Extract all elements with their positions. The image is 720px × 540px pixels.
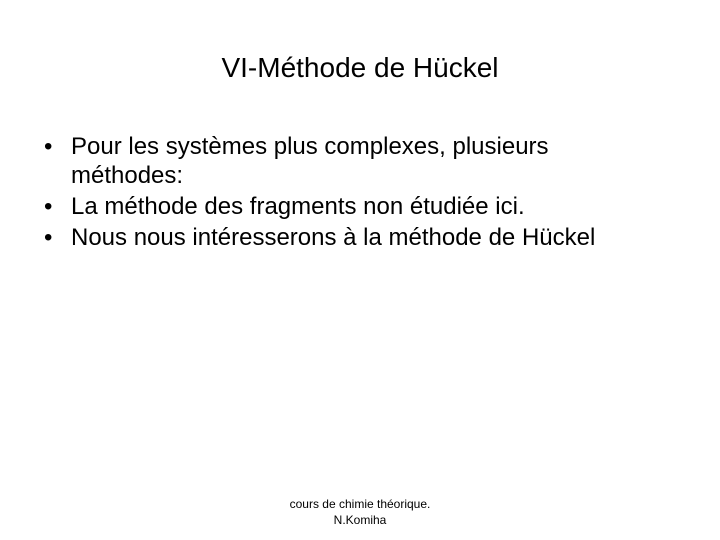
bullet-text: La méthode des fragments non étudiée ici. [71, 193, 525, 220]
bullet-list [40, 132, 660, 254]
slide-title: VI-Méthode de Hückel [221, 52, 499, 83]
bullet-item [40, 132, 660, 190]
bullet-text: Nous nous intéresserons à la méthode de Hückel [71, 224, 596, 251]
bullet-icon: • [44, 193, 53, 220]
bullet-text: Pour les systèmes plus complexes, plusieurs méthodes: [71, 133, 549, 189]
slide-footer [232, 496, 488, 528]
bullet-icon: • [44, 224, 53, 251]
bullet-item [40, 223, 660, 252]
footer-course-label: cours de chimie théorique. [289, 497, 431, 511]
bullet-icon: • [44, 133, 53, 160]
bullet-item [40, 192, 660, 221]
footer-author: N.Komiha [333, 513, 387, 527]
